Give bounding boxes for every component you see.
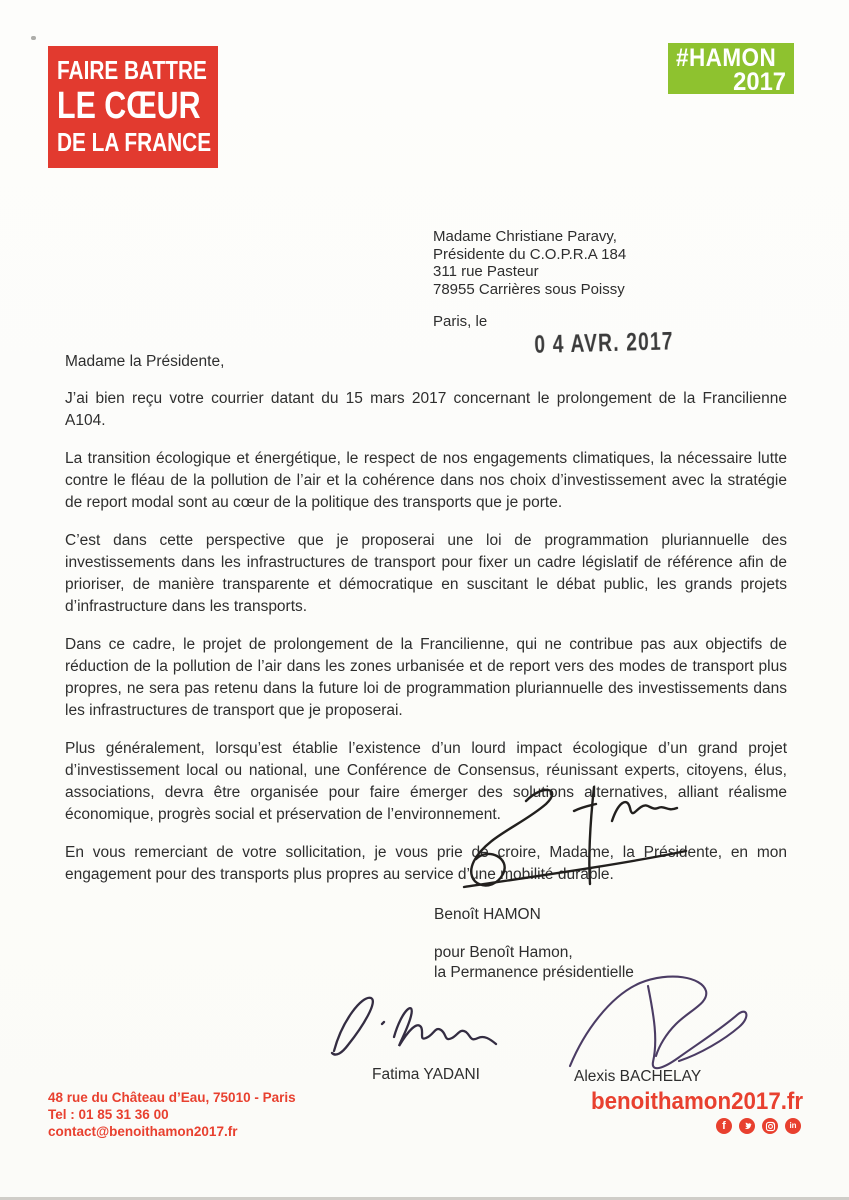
badge-hashtag: #HAMON xyxy=(676,44,777,72)
twitter-icon xyxy=(739,1118,755,1134)
logo-line-3: DE LA FRANCE xyxy=(57,127,212,157)
footer-email: contact@benoithamon2017.fr xyxy=(48,1124,238,1139)
salutation: Madame la Présidente, xyxy=(65,353,225,370)
social-icons-row xyxy=(716,1118,801,1134)
linkedin-icon: in xyxy=(785,1118,801,1134)
for-line-1: pour Benoît Hamon, xyxy=(434,944,573,961)
paragraph-1: J’ai bien reçu votre courrier datant du 15 mars 2017 concernant le prolongement de la Francilienne A104. xyxy=(65,390,787,429)
signatory-name-main: Benoît HAMON xyxy=(434,906,541,923)
for-line-2: la Permanence présidentielle xyxy=(434,964,634,981)
footer-address: 48 rue du Château d’Eau, 75010 - Paris xyxy=(48,1090,296,1105)
recipient-line: Présidente du C.O.P.R.A 184 xyxy=(433,245,627,263)
footer-tel: Tel : 01 85 31 36 00 xyxy=(48,1107,169,1122)
hamon-2017-badge xyxy=(668,43,794,94)
benoit-hamon-signature xyxy=(428,781,702,901)
logo-line-1: FAIRE BATTRE xyxy=(57,55,207,85)
fatima-yadani-signature xyxy=(318,983,510,1069)
dateline-place: Paris, le xyxy=(433,313,488,330)
instagram-icon xyxy=(762,1118,778,1134)
campaign-logo xyxy=(48,46,218,168)
recipient-line: 78955 Carrières sous Poissy xyxy=(433,280,625,298)
paragraph-6: En vous remerciant de votre sollicitation, je vous prie de croire, Madame, la Présidente, en mon engagement pour des transports plus propres au service d’une mobilité durable. xyxy=(65,844,787,883)
signatory-name-right: Alexis BACHELAY xyxy=(574,1068,702,1085)
badge-year: 2017 xyxy=(733,68,786,96)
paragraph-5: Plus généralement, lorsqu’est établie l’existence d’un lourd impact écologique d’un grand projet d’investissement local ou national, une Conférence de Consensus, réunissant experts, citoyens, élus, associations, devra être organisée pour faire émerger des solutions alternatives, alliant réalisme économique, progrès social et préservation de l’environnement. xyxy=(65,740,787,823)
recipient-line: Madame Christiane Paravy, xyxy=(433,228,617,245)
footer-contact-block xyxy=(48,1089,296,1140)
recipient-line: 311 rue Pasteur xyxy=(433,263,539,280)
recipient-address xyxy=(433,228,626,298)
paragraph-4: Dans ce cadre, le projet de prolongement de la Francilienne, qui ne contribue pas aux objectifs de réduction de la pollution de l’air dans les zones urbanisée et de report vers des modes de transport plus propres, ne sera pas retenu dans la future loi de programmation pluriannuelle des investissements dans les infrastructures de transport que je proposerai. xyxy=(65,636,787,719)
date-stamp: 0 4 AVR. 2017 xyxy=(534,327,675,360)
logo-line-2: LE CŒUR xyxy=(57,85,201,127)
scan-speck xyxy=(31,36,36,40)
paragraph-2: La transition écologique et énergétique, le respect de nos engagements climatiques, la nécessaire lutte contre le fléau de la pollution de l’air et la cohérence dans nos choix d’investissement avec la stratégie de report modal sont au cœur de la politique des transports que je porte. xyxy=(65,450,787,511)
paragraph-3: C’est dans cette perspective que je proposerai une loi de programmation pluriannuelle des investissements dans les infrastructures de transport pour fixer un cadre législatif de référence afin de prioriser, de manière transparente et démocratique en suscitant le débat public, les grands projets d’infrastructure dans les transports. xyxy=(65,532,787,615)
footer-website: benoithamon2017.fr xyxy=(590,1088,803,1115)
facebook-icon: f xyxy=(716,1118,732,1134)
signatory-name-left: Fatima YADANI xyxy=(372,1066,480,1083)
alexis-bachelay-signature xyxy=(560,974,762,1074)
